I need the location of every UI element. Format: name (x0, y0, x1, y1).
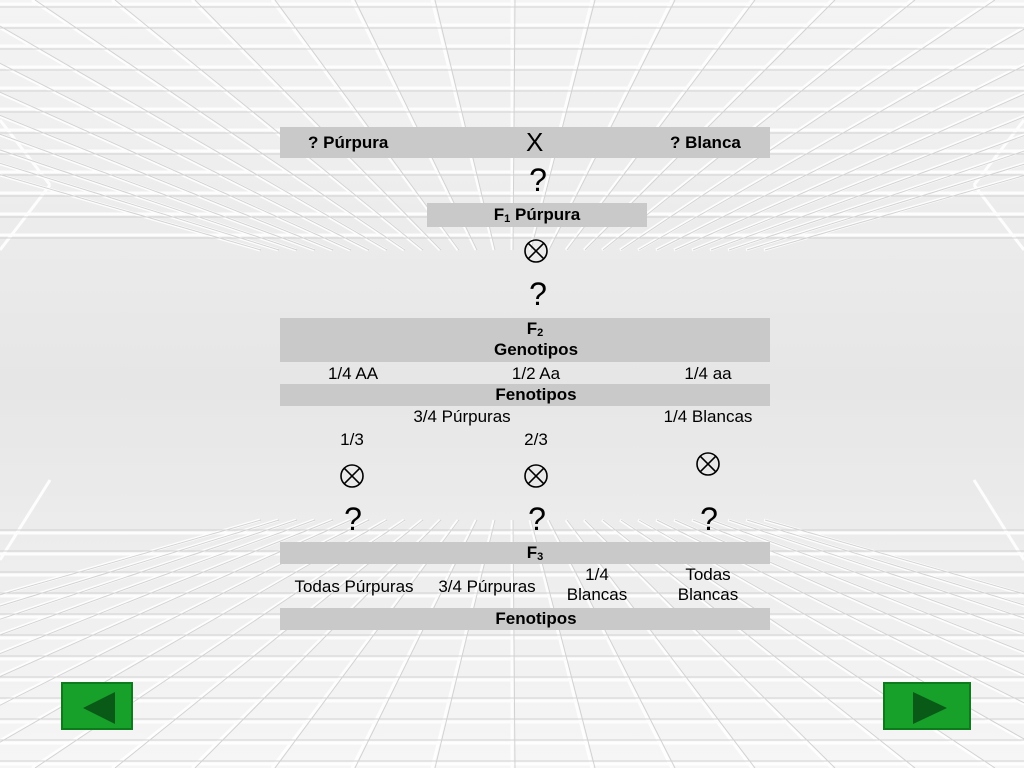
f3-result-all-white: Todas Blancas (677, 565, 739, 604)
f3-label: F3 (526, 543, 544, 563)
phenotype-white: 1/4 Blancas (663, 407, 753, 426)
genotype-AA: 1/4 AA (327, 364, 379, 383)
triangle-left-icon (63, 684, 135, 732)
fraction-two-thirds: 2/3 (524, 430, 548, 449)
circled-times-icon (695, 451, 721, 477)
f3-result-quarter-white: 1/4 Blancas (566, 565, 628, 604)
parent-white-label: ? Blanca (670, 133, 741, 152)
f3-question-mark-AA: ? (344, 501, 362, 537)
circled-times-icon (523, 238, 549, 264)
f2-question-mark: ? (529, 276, 547, 312)
genotype-aa: 1/4 aa (684, 364, 732, 383)
f3-phenotypes-label: Fenotipos (495, 609, 577, 628)
circled-times-icon (523, 463, 549, 489)
genotypes-header: Genotipos (493, 340, 579, 359)
cross-symbol: X (526, 127, 544, 157)
previous-slide-button[interactable] (61, 682, 133, 730)
fraction-one-third: 1/3 (340, 430, 364, 449)
circled-times-icon (339, 463, 365, 489)
f3-question-mark-aa: ? (700, 501, 718, 537)
f1-label: F1 Púrpura (493, 205, 581, 225)
phenotypes-header: Fenotipos (495, 385, 577, 404)
f1-question-mark: ? (529, 162, 547, 198)
parent-purple-label: ? Púrpura (308, 133, 389, 152)
f3-result-three-quarters-purple: 3/4 Púrpuras (438, 577, 536, 596)
f3-result-all-purple: Todas Púrpuras (294, 577, 414, 596)
phenotype-purple: 3/4 Púrpuras (413, 407, 511, 426)
genotype-Aa: 1/2 Aa (511, 364, 561, 383)
next-slide-button[interactable] (883, 682, 971, 730)
f2-label: F2 (526, 319, 544, 339)
f3-question-mark-Aa: ? (528, 501, 546, 537)
triangle-right-icon (885, 684, 973, 732)
